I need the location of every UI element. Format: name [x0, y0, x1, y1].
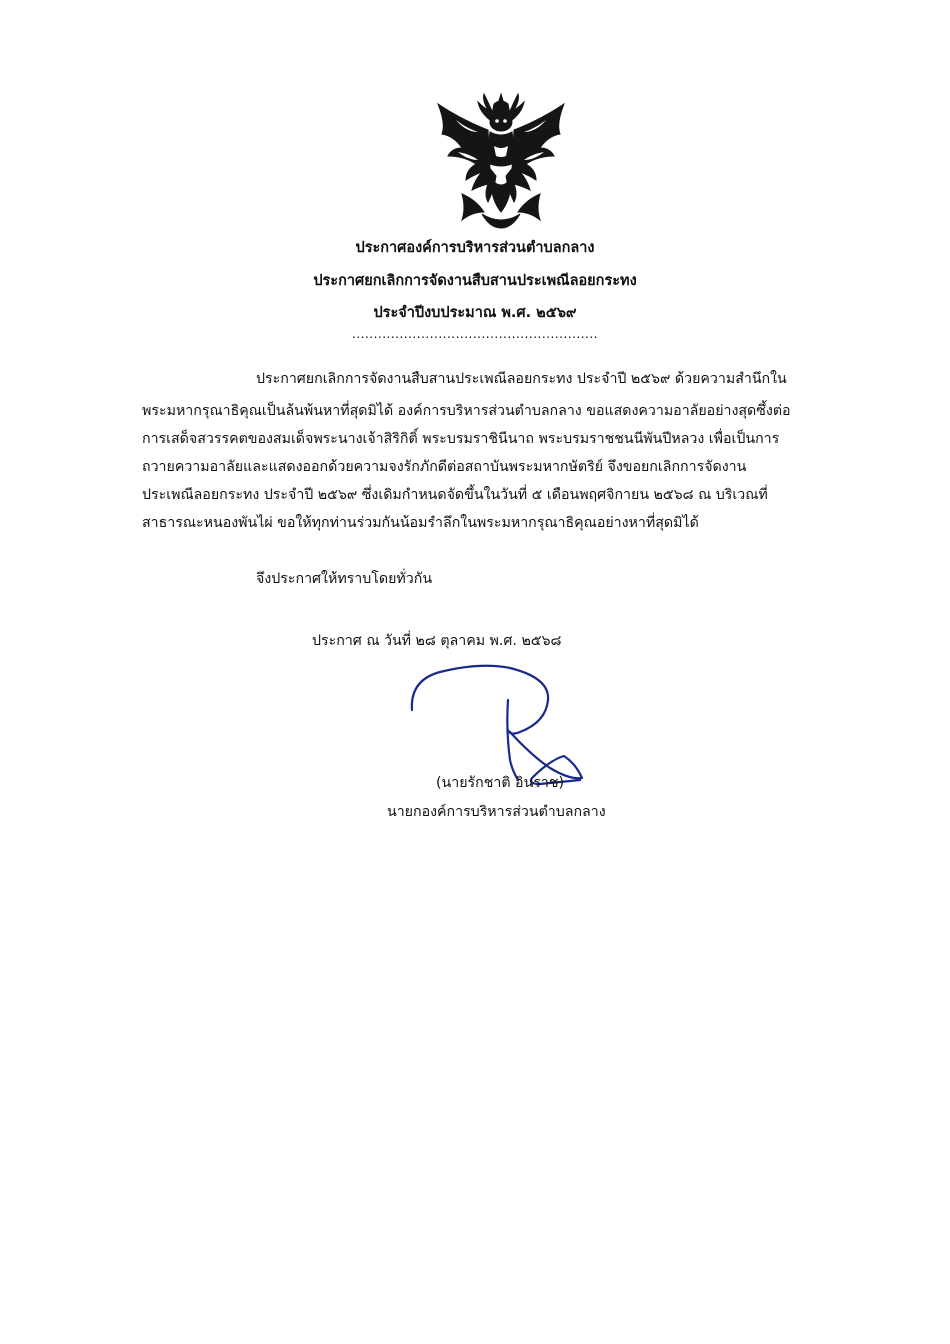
body-paragraph-line: การเสด็จสวรรคตของสมเด็จพระนางเจ้าสิริกิติ์ พระบรมราชินีนาถ พระบรมราชชนนีพันปีหลวง เพื่อเป็นการ: [142, 431, 780, 447]
body-paragraph-line: ประกาศยกเลิกการจัดงานสืบสานประเพณีลอยกระทง ประจำปี ๒๕๖๙ ด้วยความสำนึกใน: [256, 371, 787, 387]
dotted-divider: .........................................................: [352, 327, 598, 341]
announcement-date: ประกาศ ณ วันที่ ๒๘ ตุลาคม พ.ศ. ๒๕๖๘: [312, 633, 562, 649]
signer-title: นายกองค์การบริหารส่วนตำบลกลาง: [387, 804, 606, 820]
announcement-title: ประกาศองค์การบริหารส่วนตำบลกลาง: [355, 240, 595, 256]
body-paragraph-line: ประเพณีลอยกระทง ประจำปี ๒๕๖๙ ซึ่งเดิมกำหนดจัดขึ้นในวันที่ ๕ เดือนพฤศจิกายน ๒๕๖๘ ณ บริเวณที่: [142, 487, 768, 503]
signature-icon: [400, 660, 600, 790]
fiscal-year-line: ประจำปีงบประมาณ พ.ศ. ๒๕๖๙: [373, 305, 577, 321]
signer-name: (นายรักชาติ อินราช): [436, 775, 565, 791]
body-paragraph-line: ถวายความอาลัยและแสดงออกด้วยความจงรักภักดีต่อสถาบันพระมหากษัตริย์ จึงขอยกเลิกการจัดงาน: [142, 459, 747, 475]
body-paragraph-line: พระมหากรุณาธิคุณเป็นล้นพ้นหาที่สุดมิได้ องค์การบริหารส่วนตำบลกลาง ขอแสดงความอาลัยอย่างสุดซึ้งต่อ: [142, 403, 791, 419]
closing-statement: จึงประกาศให้ทราบโดยทั่วกัน: [256, 571, 433, 587]
announcement-subject: ประกาศยกเลิกการจัดงานสืบสานประเพณีลอยกระทง: [313, 273, 637, 289]
body-paragraph-line: สาธารณะหนองพันไผ่ ขอให้ทุกท่านร่วมกันน้อมรำลึกในพระมหากรุณาธิคุณอย่างหาที่สุดมิได้: [142, 515, 699, 531]
garuda-emblem-icon: [432, 90, 570, 230]
